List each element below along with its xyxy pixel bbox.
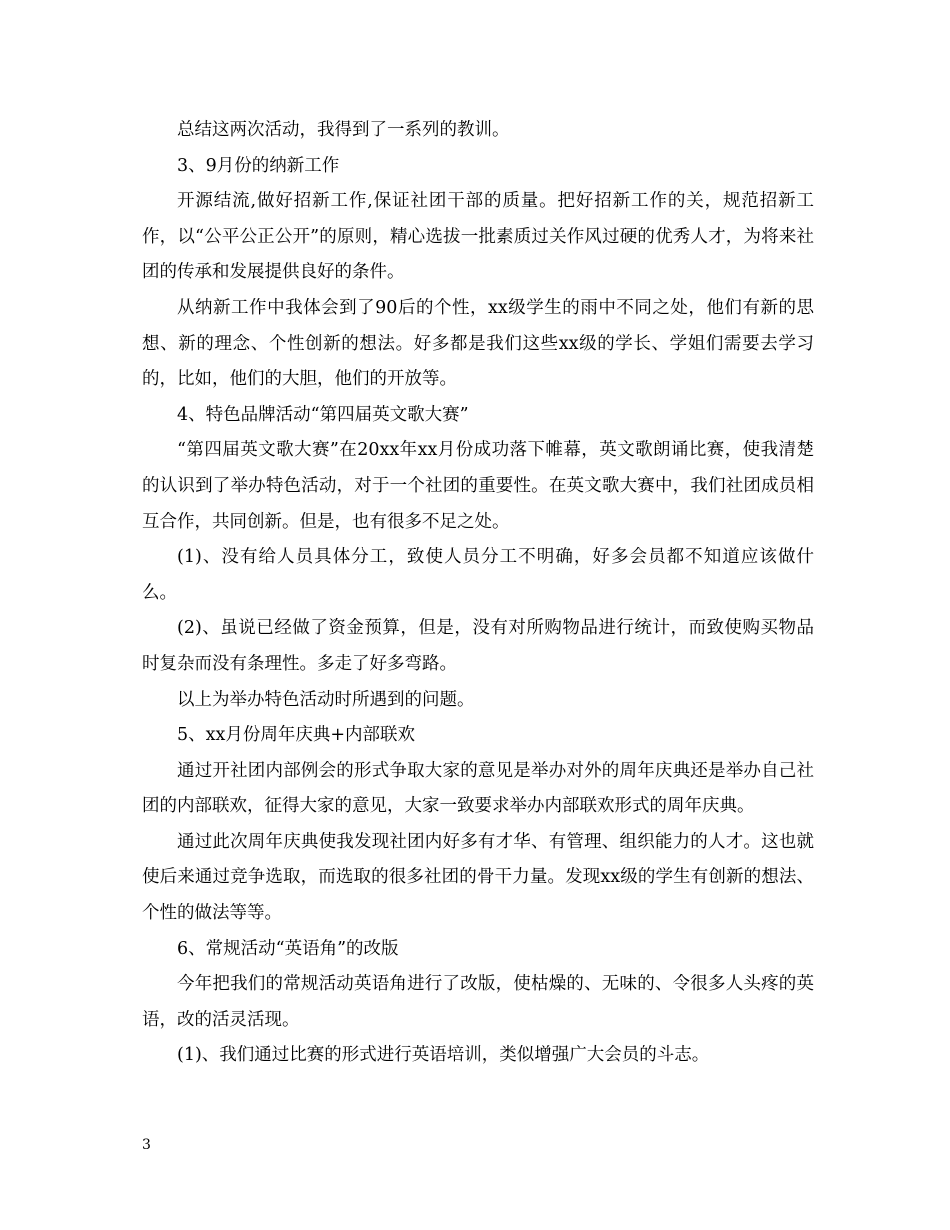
section-heading: 4、特色品牌活动“第四届英文歌大赛” [177,404,469,425]
paragraph: 总结这两次活动，我得到了一系列的教训。 [177,120,510,140]
section-heading: 5、xx月份周年庆典+内部联欢 [177,725,416,746]
paragraph: 通过开社团内部例会的形式争取大家的意见是举办对外的周年庆典还是举办自己社团的内部联欢，征得大家的意见，大家一致要求举办内部联欢形式的周年庆典。 [142,760,814,817]
list-item: (1)、没有给人员具体分工，致使人员分工不明确，好多会员都不知道应该做什么。 [142,547,814,603]
paragraph: 通过此次周年庆典使我发现社团内好多有才华、有管理、组织能力的人才。这也就使后来通过竞争选取，而选取的很多社团的骨干力量。发现xx级的学生有创新的想法、个性的做法等等。 [142,831,814,924]
paragraph: “第四届英文歌大赛”在20xx年xx月份成功落下帷幕，英文歌朗诵比赛，使我清楚的认识到了举办特色活动，对于一个社团的重要性。在英文歌大赛中，我们社团成员相互合作，共同创新。但是，也有很多不足之处。 [142,440,814,532]
document-body [142,113,814,1074]
section-heading: 3、9月份的纳新工作 [177,155,340,176]
paragraph: 从纳新工作中我体会到了90后的个性，xx级学生的雨中不同之处，他们有新的思想、新的理念、个性创新的想法。好多都是我们这些xx级的学长、学姐们需要去学习的，比如，他们的大胆，他们的开放等。 [142,297,814,390]
page-number: 3 [142,1137,151,1153]
section-heading: 6、常规活动“英语角”的改版 [177,938,399,959]
list-item: (2)、虽说已经做了资金预算，但是，没有对所购物品进行统计，而致使购买物品时复杂而没有条理性。多走了好多弯路。 [142,618,814,674]
paragraph: 以上为举办特色活动时所遇到的问题。 [177,689,475,710]
paragraph: 今年把我们的常规活动英语角进行了改版，使枯燥的、无味的、令很多人头疼的英语，改的活灵活现。 [142,974,814,1030]
paragraph: 开源结流,做好招新工作,保证社团干部的质量。把好招新工作的关，规范招新工作，以“公平公正公开”的原则，精心选拔一批素质过关作风过硬的优秀人才，为将来社团的传承和发展提供良好的条件。 [142,191,814,283]
list-item: (1)、我们通过比赛的形式进行英语培训，类似增强广大会员的斗志。 [177,1045,710,1066]
